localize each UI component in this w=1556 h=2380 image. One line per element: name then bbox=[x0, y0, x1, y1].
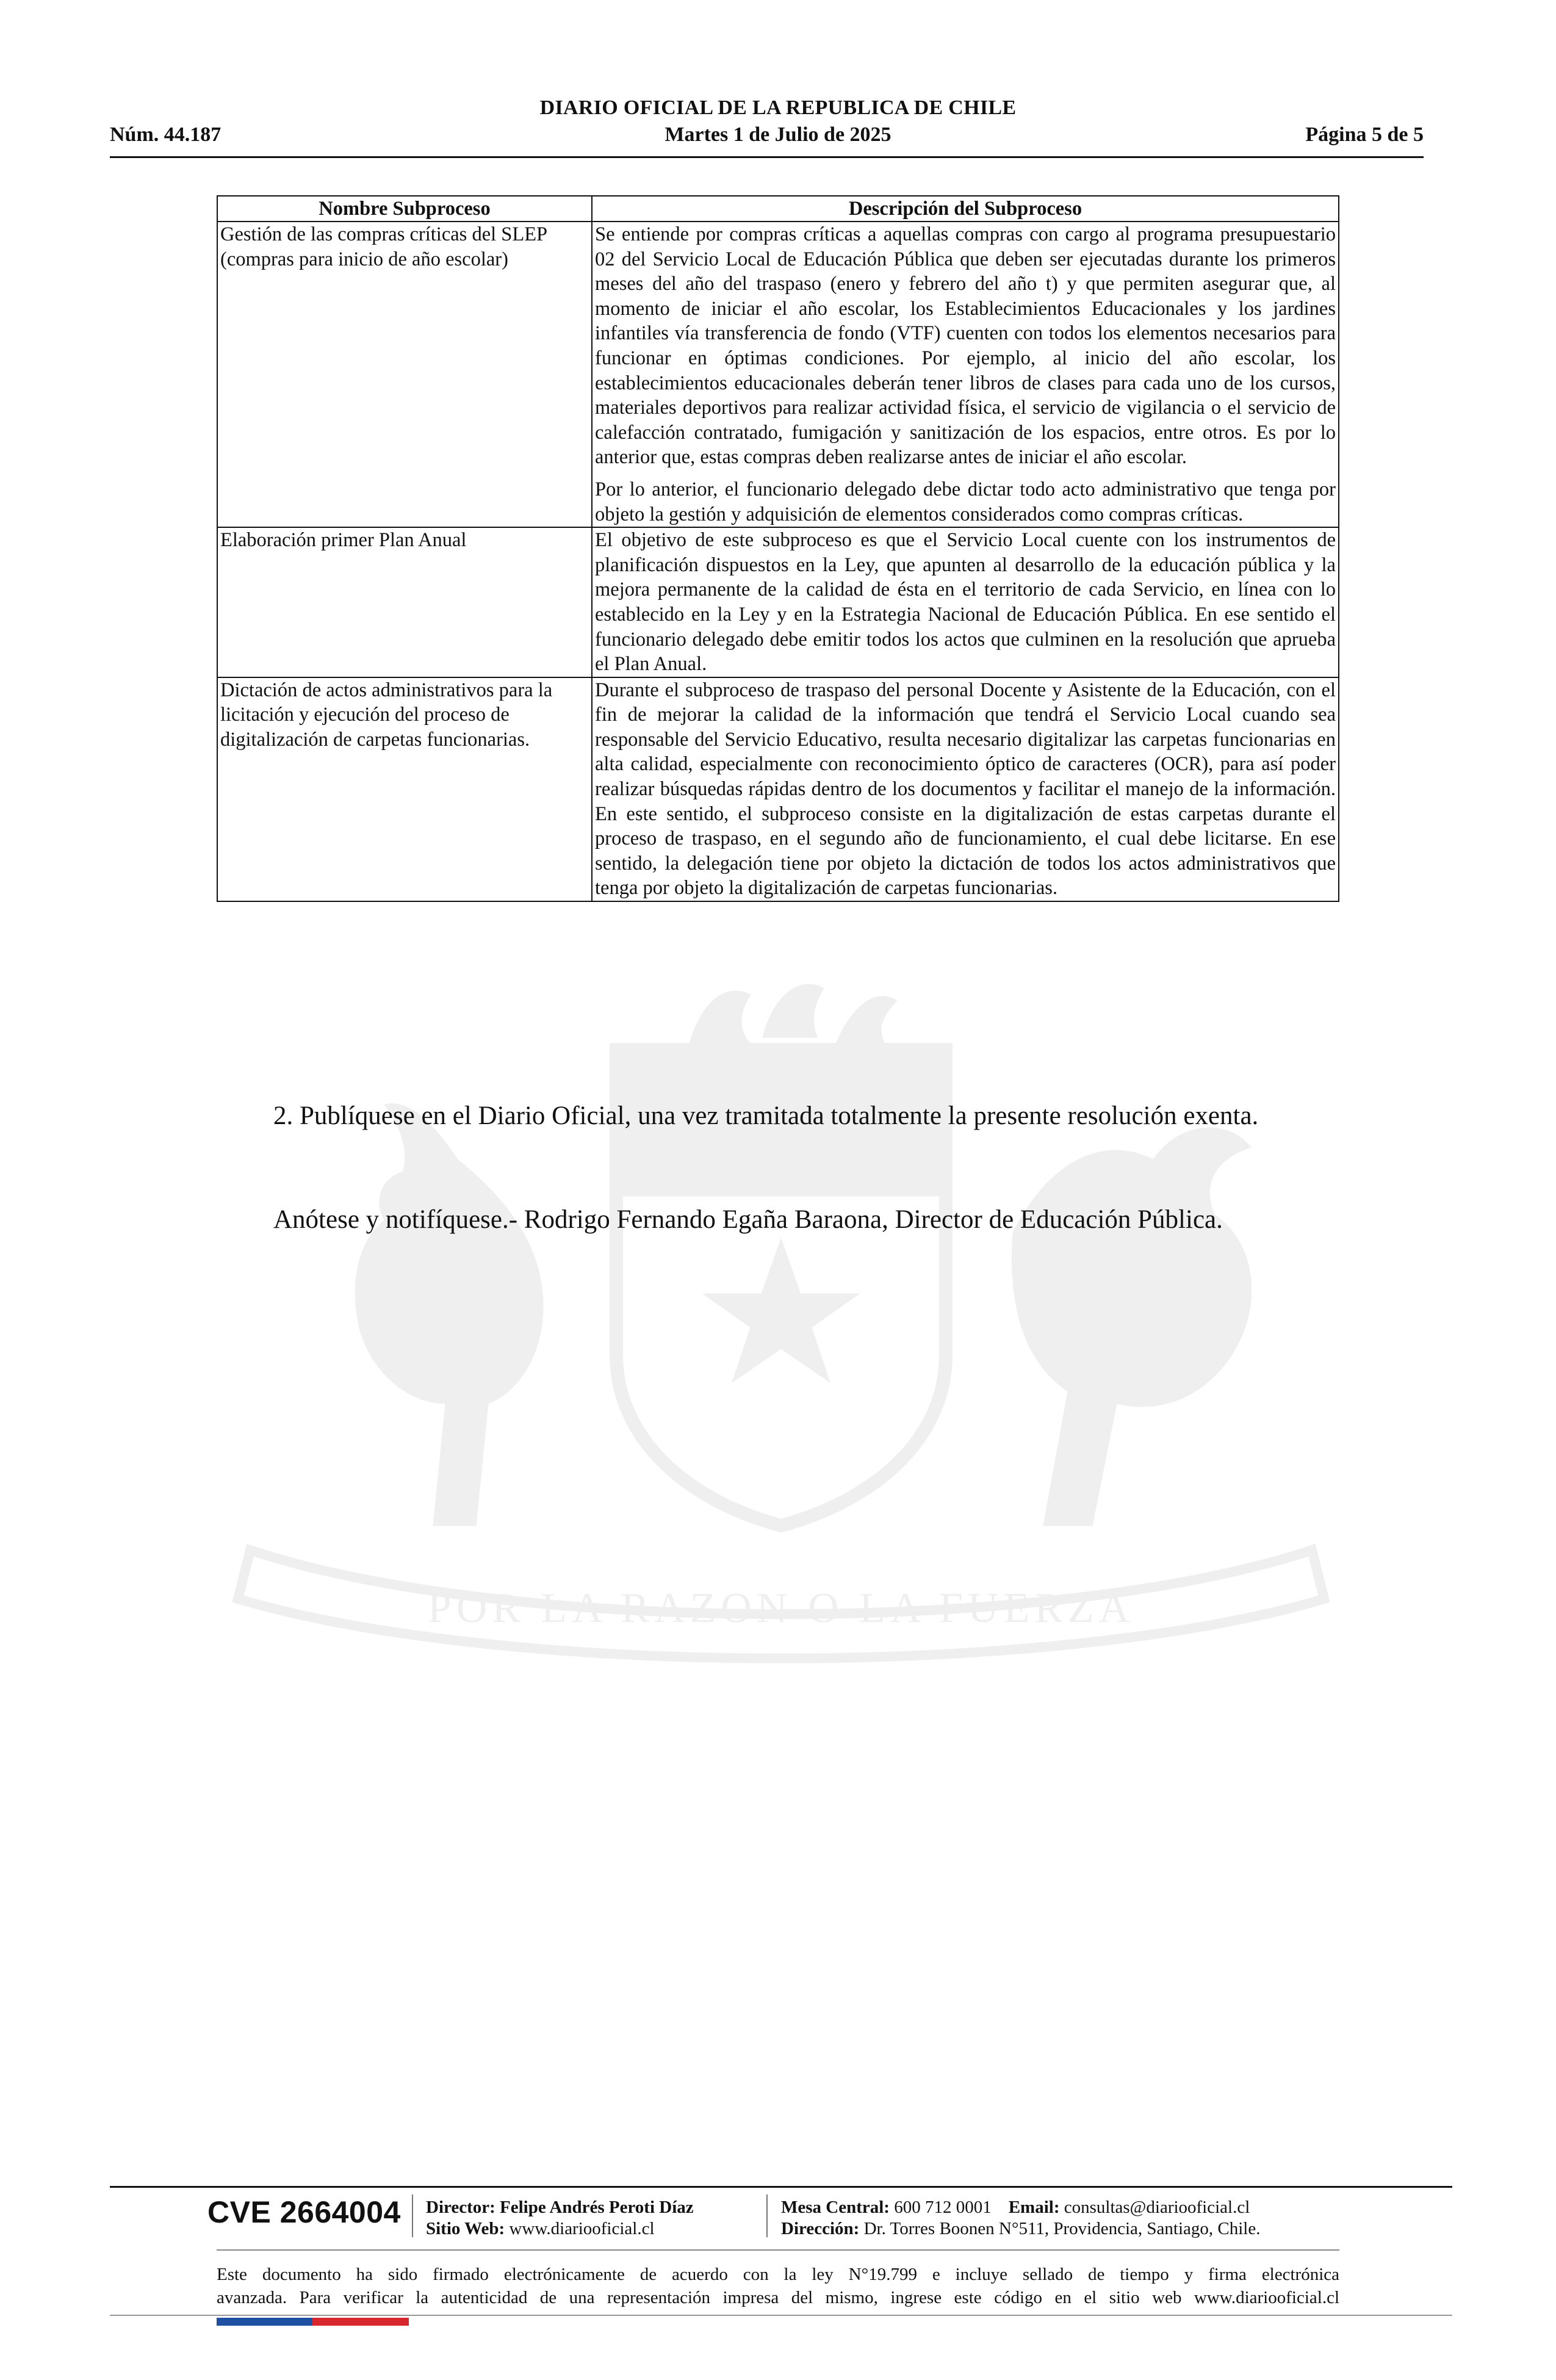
subprocess-description bbox=[592, 527, 1339, 677]
table-row bbox=[217, 677, 1339, 901]
flag-stripe bbox=[217, 2318, 409, 2326]
address-label: Dirección: bbox=[781, 2219, 860, 2238]
table-row bbox=[217, 222, 1339, 527]
mesa-label: Mesa Central: bbox=[781, 2198, 890, 2217]
motto-text: POR LA RAZON O LA FUERZA bbox=[427, 1585, 1135, 1632]
email-label: Email: bbox=[1008, 2198, 1060, 2217]
address-value: Dr. Torres Boonen N°511, Providencia, Santiago, Chile. bbox=[863, 2219, 1261, 2238]
cve-code: CVE 2664004 bbox=[207, 2195, 401, 2229]
newspaper-title: DIARIO OFICIAL DE LA REPUBLICA DE CHILE bbox=[539, 96, 1017, 119]
subprocess-table bbox=[217, 195, 1339, 902]
header-divider bbox=[110, 156, 1424, 158]
description-paragraph: El objetivo de este subproceso es que el Servicio Local cuente con los instrumentos de planificación dispuestos en la Ley, que apunten al desarrollo de la educación pública y la mejora permanente de la calidad de ésta en el territorio de cada Servicio, en línea con lo establecido en la Ley y en la Estrategia Nacional de Educación Pública. En ese sentido el funcionario delegado debe emitir todos los actos que culminen en la resolución que aprueba el Plan Anual. bbox=[595, 529, 1336, 676]
publication-paragraph: 2. Publíquese en el Diario Oficial, una vez tramitada totalmente la presente resolución exenta. bbox=[273, 1102, 1259, 1130]
page-number: Página 5 de 5 bbox=[1305, 123, 1424, 146]
description-paragraph: Durante el subproceso de traspaso del personal Docente y Asistente de la Educación, con el fin de mejorar la calidad de la información que tendrá el Servicio Local cuando sea responsable del Servicio Educativo, resulta necesario digitalizar las carpetas funcionarias en alta calidad, especialmente con reconocimiento óptico de caracteres (OCR), para así poder realizar búsquedas rápidas dentro de los documentos y facilitar el manejo de la información. En este sentido, el subproceso consiste en la digitalización de estas carpetas durante el proceso de traspaso, en el segundo año de funcionamiento, el cual debe licitarse. En ese sentido, la delegación tiene por objeto la dictación de todos los actos administrativos que tenga por objeto la digitalización de carpetas funcionarias. bbox=[595, 679, 1336, 900]
footer-divider-bottom bbox=[110, 2315, 1452, 2316]
footer-separator bbox=[766, 2194, 768, 2237]
table-header-row bbox=[217, 196, 1339, 222]
issue-number: Núm. 44.187 bbox=[110, 123, 222, 146]
footer-separator bbox=[412, 2194, 413, 2237]
subprocess-description bbox=[592, 222, 1339, 527]
subprocess-name: Gestión de las compras críticas del SLEP (compras para inicio de año escolar) bbox=[217, 222, 592, 527]
coat-of-arms-watermark bbox=[201, 976, 1361, 1678]
website-link[interactable]: www.diariooficial.cl bbox=[509, 2219, 655, 2238]
table-row bbox=[217, 527, 1339, 677]
subprocess-name: Dictación de actos administrativos para la licitación y ejecución del proceso de digitalización de carpetas funcionarias. bbox=[217, 677, 592, 901]
column-header-description: Descripción del Subproceso bbox=[592, 196, 1339, 222]
website-label: Sitio Web: bbox=[426, 2219, 505, 2238]
issue-date: Martes 1 de Julio de 2025 bbox=[665, 123, 891, 146]
footer-contact-block bbox=[781, 2197, 1260, 2240]
footer-director-block bbox=[426, 2197, 694, 2240]
flag-blue-segment bbox=[217, 2318, 312, 2326]
footer-divider-top bbox=[110, 2186, 1452, 2188]
legal-line: Este documento ha sido firmado electrónicamente de acuerdo con la ley N°19.799 e incluye sellado de tiempo y firma electrónica bbox=[217, 2265, 1339, 2284]
subprocess-description bbox=[592, 677, 1339, 901]
column-header-name: Nombre Subproceso bbox=[217, 196, 592, 222]
legal-line: avanzada. Para verificar la autenticidad de una representación impresa del mismo, ingrese este código en el sitio web www.diariooficial.cl bbox=[217, 2288, 1339, 2307]
email-link[interactable]: consultas@diariooficial.cl bbox=[1064, 2198, 1250, 2217]
subprocess-name: Elaboración primer Plan Anual bbox=[217, 527, 592, 677]
description-paragraph: Se entiende por compras críticas a aquellas compras con cargo al programa presupuestario 02 del Servicio Local de Educación Pública que deben ser ejecutadas durante los primeros meses del año del traspaso (enero y febrero del año t) y que permiten asegurar que, al momento de iniciar el año escolar, los Establecimientos Educacionales y los jardines infantiles vía transferencia de fondo (VTF) cuenten con todos los elementos necesarios para funcionar en óptimas condiciones. Por ejemplo, al inicio del año escolar, los establecimientos educacionales deberán tener libros de clases para cada uno de los cursos, materiales deportivos para realizar actividad física, el servicio de vigilancia o el servicio de calefacción contratado, fumigación y sanitización de los espacios, entre otros. Es por lo anterior que, estas compras deben realizarse antes de iniciar el año escolar. bbox=[595, 223, 1336, 469]
footer-divider-mid bbox=[217, 2249, 1339, 2251]
flag-red-segment bbox=[312, 2318, 409, 2326]
description-paragraph: Por lo anterior, el funcionario delegado debe dictar todo acto administrativo que tenga por objeto la gestión y adquisición de elementos considerados como compras críticas. bbox=[595, 478, 1336, 525]
mesa-phone: 600 712 0001 bbox=[894, 2198, 992, 2217]
director-name: Felipe Andrés Peroti Díaz bbox=[500, 2198, 694, 2217]
signature-paragraph: Anótese y notifíquese.- Rodrigo Fernando Egaña Baraona, Director de Educación Pública. bbox=[273, 1205, 1223, 1234]
footer-legal-notice bbox=[217, 2263, 1339, 2309]
director-label: Director: bbox=[426, 2198, 495, 2217]
